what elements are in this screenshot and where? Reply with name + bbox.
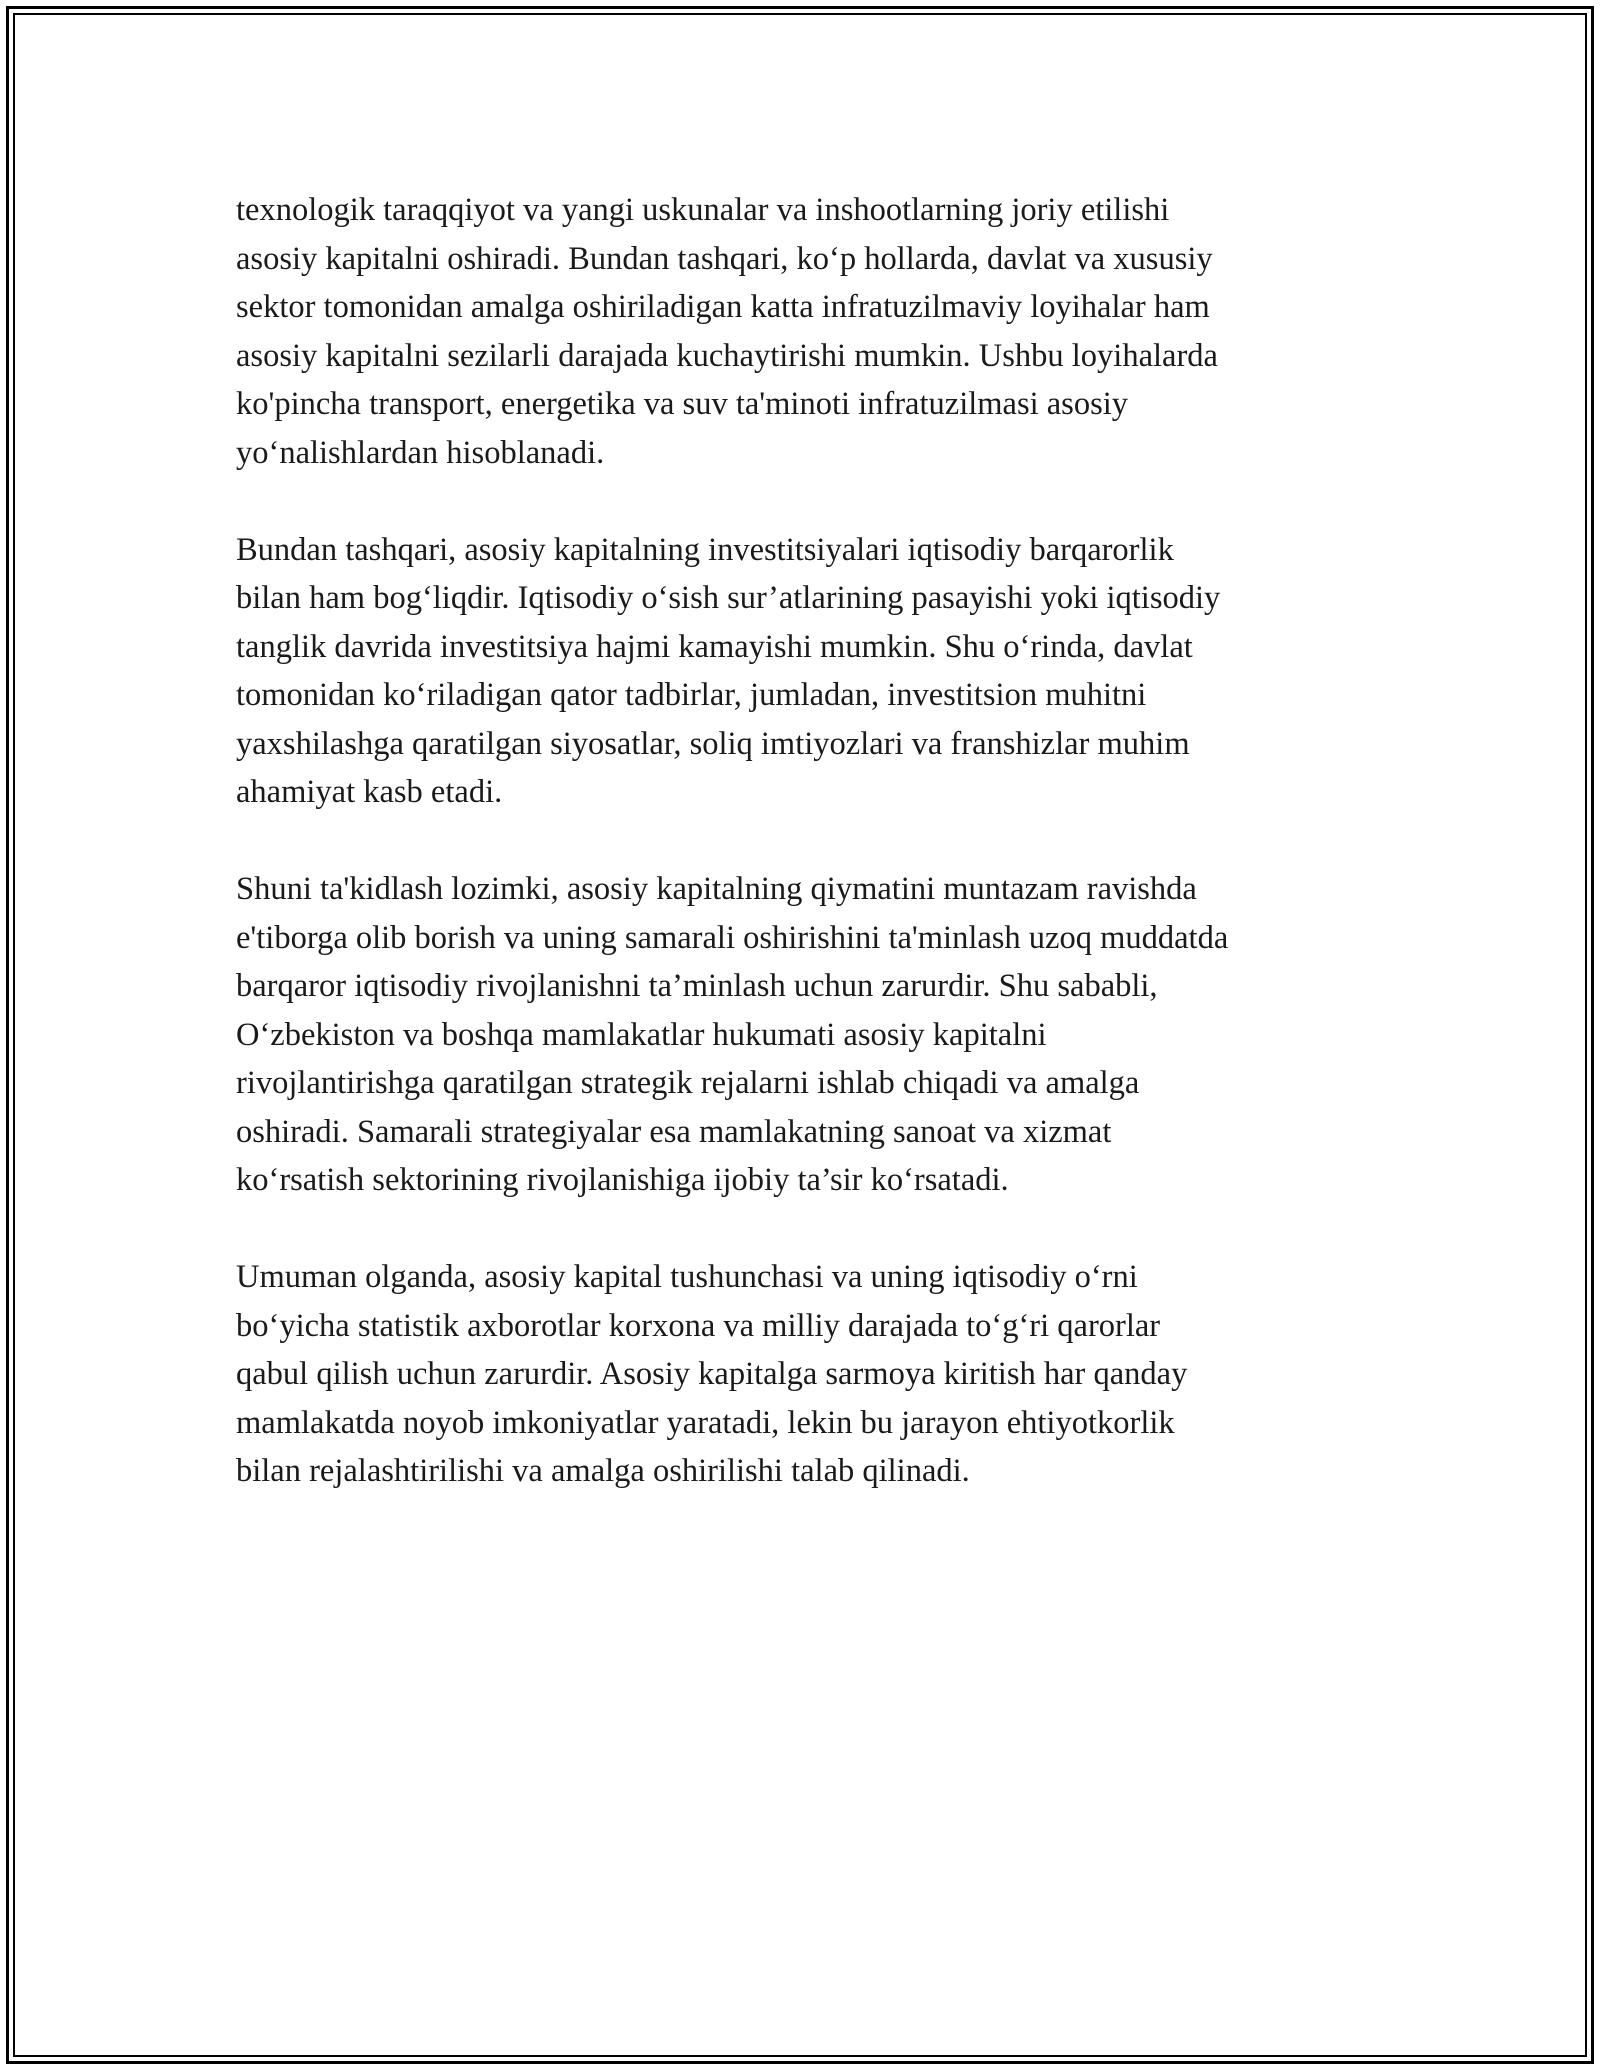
- text-line: mamlakatda noyob imkoniyatlar yaratadi, lekin bu jarayon ehtiyotkorlik: [236, 1404, 1175, 1441]
- document-body: [236, 186, 1366, 1496]
- text-line: bo‘yicha statistik axborotlar korxona va milliy darajada to‘g‘ri qarorlar: [236, 1307, 1161, 1344]
- text-line: texnologik taraqqiyot va yangi uskunalar va inshootlarning joriy etilishi: [236, 192, 1170, 228]
- text-line: O‘zbekiston va boshqa mamlakatlar hukumati asosiy kapitalni: [236, 1016, 1047, 1053]
- paragraph-1: [236, 186, 1366, 477]
- text-line: Umuman olganda, asosiy kapital tushunchasi va uning iqtisodiy o‘rni: [236, 1259, 1138, 1295]
- text-line: rivojlantirishga qaratilgan strategik rejalarni ishlab chiqadi va amalga: [236, 1065, 1140, 1101]
- text-line: tomonidan ko‘riladigan qator tadbirlar, jumladan, investitsion muhitni: [236, 677, 1147, 713]
- text-line: Bundan tashqari, asosiy kapitalning investitsiyalari iqtisodiy barqarorlik: [236, 531, 1174, 568]
- text-line: yo‘nalishlardan hisoblanadi.: [236, 434, 605, 471]
- text-line: tanglik davrida investitsiya hajmi kamayishi mumkin. Shu o‘rinda, davlat: [236, 628, 1193, 665]
- text-line: bilan rejalashtirilishi va amalga oshirilishi talab qilinadi.: [236, 1453, 970, 1489]
- text-line: barqaror iqtisodiy rivojlanishni ta’minlash uchun zarurdir. Shu sababli,: [236, 968, 1158, 1004]
- paragraph-spacer: [236, 477, 1366, 526]
- text-line: ko'pincha transport, energetika va suv ta'minoti infratuzilmasi asosiy: [236, 386, 1129, 422]
- text-line: asosiy kapitalni sezilarli darajada kuchaytirishi mumkin. Ushbu loyihalarda: [236, 337, 1218, 374]
- paragraph-2: [236, 526, 1366, 817]
- paragraph-spacer: [236, 817, 1366, 866]
- paragraph-3: [236, 865, 1366, 1205]
- text-line: sektor tomonidan amalga oshiriladigan katta infratuzilmaviy loyihalar ham: [236, 289, 1210, 325]
- text-line: asosiy kapitalni oshiradi. Bundan tashqari, ko‘p hollarda, davlat va xususiy: [236, 240, 1213, 277]
- text-line: bilan ham bog‘liqdir. Iqtisodiy o‘sish sur’atlarining pasayishi yoki iqtisodiy: [236, 580, 1221, 616]
- text-line: ko‘rsatish sektorining rivojlanishiga ijobiy ta’sir ko‘rsatadi.: [236, 1162, 1009, 1198]
- text-line: oshiradi. Samarali strategiyalar esa mamlakatning sanoat va xizmat: [236, 1113, 1112, 1150]
- text-line: yaxshilashga qaratilgan siyosatlar, soliq imtiyozlari va franshizlar muhim: [236, 725, 1190, 762]
- text-line: ahamiyat kasb etadi.: [236, 774, 503, 810]
- paragraph-4: [236, 1253, 1366, 1496]
- text-line: e'tiborga olib borish va uning samarali oshirishini ta'minlash uzoq muddatda: [236, 919, 1229, 956]
- paragraph-spacer: [236, 1205, 1366, 1254]
- text-line: Shuni ta'kidlash lozimki, asosiy kapitalning qiymatini muntazam ravishda: [236, 871, 1197, 907]
- text-line: qabul qilish uchun zarurdir. Asosiy kapitalga sarmoya kiritish har qanday: [236, 1356, 1188, 1392]
